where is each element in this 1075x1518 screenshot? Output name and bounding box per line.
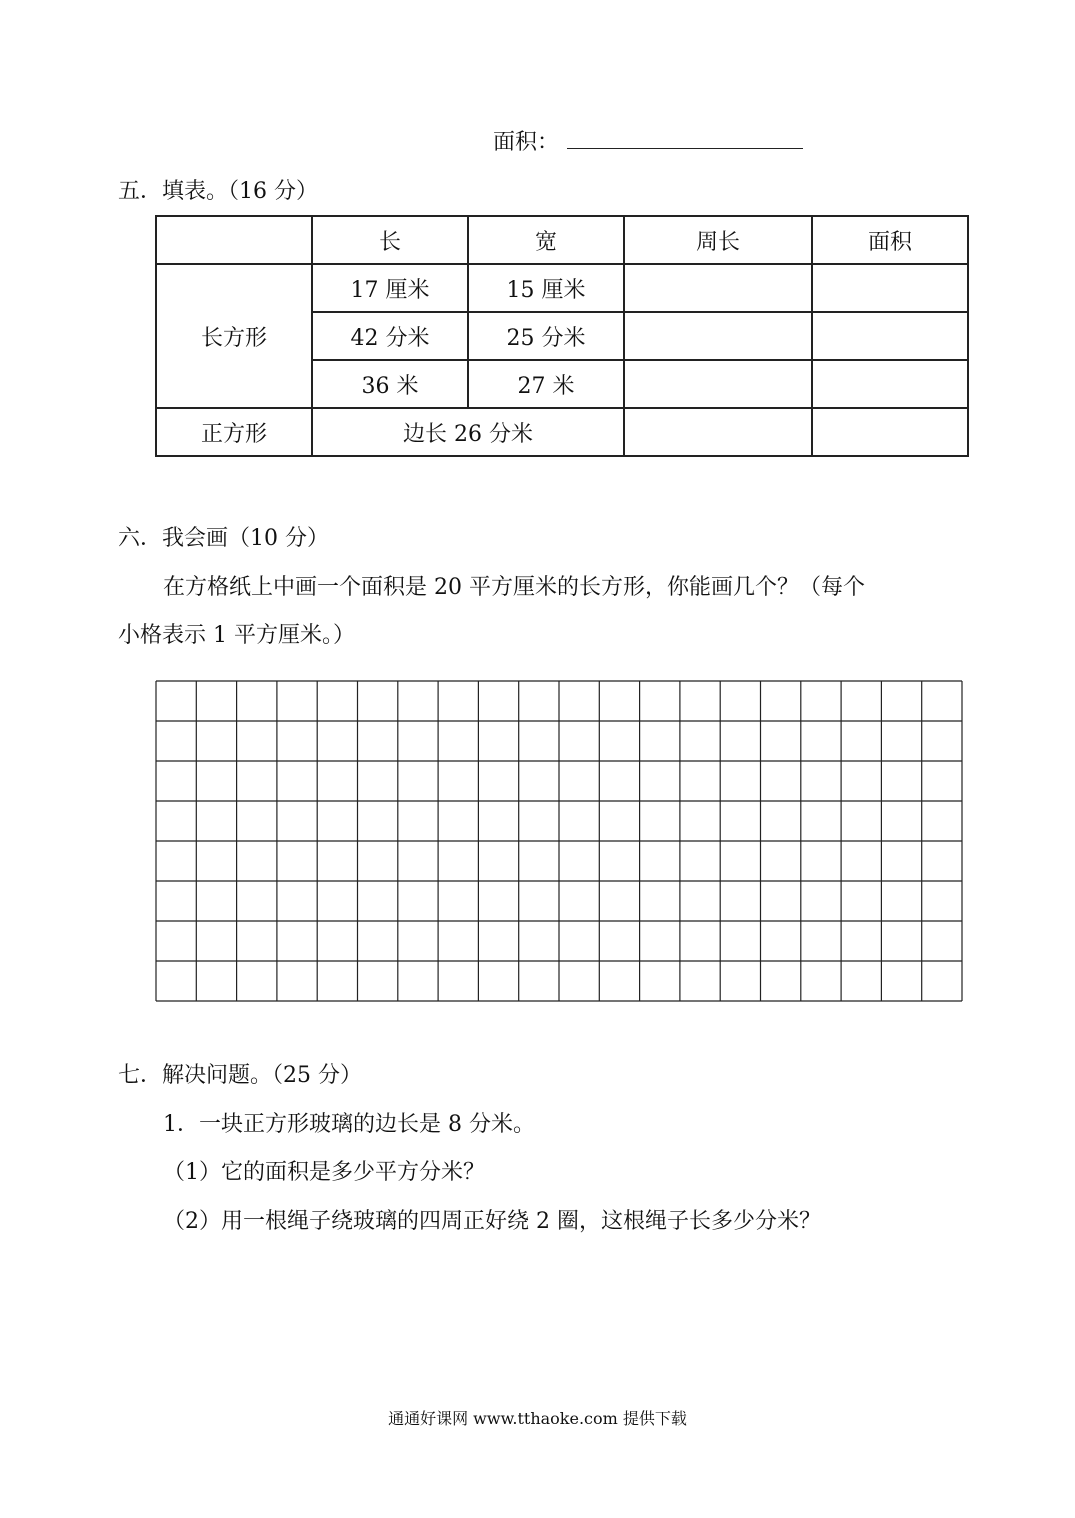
table-row [156,408,968,456]
length-cell: 36 米 [312,360,468,408]
section6-instruction-line2: 小格表示 1 平方厘米。） [118,623,355,648]
drawing-grid[interactable] [155,680,963,1002]
area-answer-blank[interactable] [567,128,803,149]
table-row [156,264,968,312]
area-answer-cell[interactable] [812,312,968,360]
header-cell-empty [156,216,312,264]
section6-heading: 六．我会画（10 分） [118,526,329,551]
area-answer-cell[interactable] [812,360,968,408]
square-label: 正方形 [156,408,312,456]
area-answer-cell[interactable] [812,408,968,456]
width-cell: 15 厘米 [468,264,624,312]
question-1-part-1: （1）它的面积是多少平方分米？ [163,1160,485,1185]
perimeter-answer-cell[interactable] [624,408,812,456]
square-side-cell: 边长 26 分米 [312,408,624,456]
fill-table [155,215,969,457]
perimeter-answer-cell[interactable] [624,264,812,312]
section7-heading: 七．解决问题。（25 分） [118,1063,362,1088]
header-width: 宽 [468,216,624,264]
rectangle-label: 长方形 [156,264,312,408]
area-answer-line [493,128,803,157]
width-cell: 25 分米 [468,312,624,360]
width-cell: 27 米 [468,360,624,408]
header-perimeter: 周长 [624,216,812,264]
header-length: 长 [312,216,468,264]
area-label: 面积： [493,130,560,155]
section5-heading: 五．填表。（16 分） [118,179,318,204]
section6-instruction-line1: 在方格纸上中画一个面积是 20 平方厘米的长方形，你能画几个？（每个 [163,575,865,600]
length-cell: 17 厘米 [312,264,468,312]
area-answer-cell[interactable] [812,264,968,312]
length-cell: 42 分米 [312,312,468,360]
table-header-row [156,216,968,264]
perimeter-answer-cell[interactable] [624,360,812,408]
question-1-part-2: （2）用一根绳子绕玻璃的四周正好绕 2 圈，这根绳子长多少分米？ [163,1209,821,1234]
footer-credit: 通通好课网 www.tthaoke.com 提供下载 [388,1409,687,1428]
question-1: 1．一块正方形玻璃的边长是 8 分米。 [163,1112,535,1137]
header-area: 面积 [812,216,968,264]
perimeter-answer-cell[interactable] [624,312,812,360]
